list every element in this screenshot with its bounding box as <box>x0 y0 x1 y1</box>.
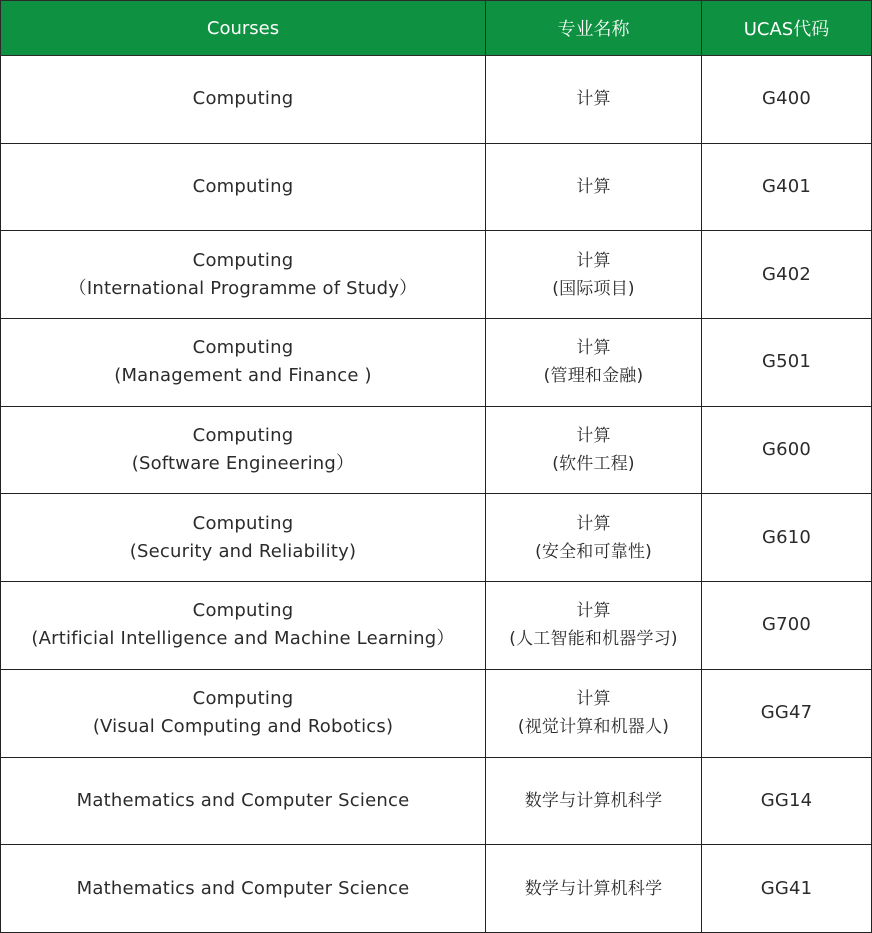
name-zh-cell <box>486 669 702 757</box>
name-zh-title: 计算 <box>576 689 611 710</box>
table-row <box>1 406 872 494</box>
course-cell <box>1 757 486 845</box>
name-zh-cell <box>486 319 702 407</box>
name-zh-cell <box>486 231 702 319</box>
name-zh-cell <box>486 143 702 231</box>
course-subtitle: (Security and Reliability) <box>129 540 357 562</box>
course-title: Computing <box>192 88 294 110</box>
ucas-code-cell: G401 <box>702 143 872 231</box>
course-subtitle: (Visual Computing and Robotics) <box>92 716 394 738</box>
course-subtitle: (Management and Finance ) <box>114 365 372 387</box>
name-zh-cell <box>486 406 702 494</box>
course-title: Mathematics and Computer Science <box>76 877 410 899</box>
ucas-code-cell: GG47 <box>702 669 872 757</box>
course-cell <box>1 231 486 319</box>
table-row <box>1 845 872 933</box>
course-title: Computing <box>192 176 294 198</box>
ucas-code-cell: G700 <box>702 582 872 670</box>
name-zh-subtitle: (软件工程) <box>552 454 635 475</box>
ucas-code-cell: GG14 <box>702 757 872 845</box>
table-row <box>1 582 872 670</box>
course-title: Computing <box>192 337 294 359</box>
header-name-zh: 专业名称 <box>486 1 702 56</box>
table-row <box>1 231 872 319</box>
course-title: Computing <box>192 688 294 710</box>
course-cell <box>1 582 486 670</box>
name-zh-cell <box>486 845 702 933</box>
name-zh-subtitle: (管理和金融) <box>543 366 644 387</box>
name-zh-title: 计算 <box>576 513 611 534</box>
table-row <box>1 494 872 582</box>
header-courses: Courses <box>1 1 486 56</box>
ucas-code-cell: G501 <box>702 319 872 407</box>
ucas-code-cell: G402 <box>702 231 872 319</box>
course-cell <box>1 406 486 494</box>
name-zh-subtitle: (视觉计算和机器人) <box>517 717 670 738</box>
name-zh-title: 计算 <box>576 177 611 198</box>
name-zh-title: 计算 <box>576 601 611 622</box>
table-row <box>1 669 872 757</box>
course-cell <box>1 319 486 407</box>
name-zh-cell <box>486 56 702 144</box>
course-cell <box>1 494 486 582</box>
course-title: Computing <box>192 512 294 534</box>
header-ucas-code: UCAS代码 <box>702 1 872 56</box>
course-subtitle: （International Programme of Study） <box>68 277 418 299</box>
table-row <box>1 319 872 407</box>
name-zh-subtitle: (安全和可靠性) <box>535 541 652 562</box>
table-row <box>1 143 872 231</box>
name-zh-title: 数学与计算机科学 <box>524 790 663 811</box>
name-zh-title: 计算 <box>576 89 611 110</box>
table-row <box>1 757 872 845</box>
name-zh-cell <box>486 582 702 670</box>
course-title: Computing <box>192 600 294 622</box>
table-header-row <box>1 1 872 56</box>
table-row <box>1 56 872 144</box>
course-subtitle: (Software Engineering） <box>131 453 355 475</box>
ucas-code-cell: G600 <box>702 406 872 494</box>
course-title: Computing <box>192 249 294 271</box>
ucas-code-cell: GG41 <box>702 845 872 933</box>
course-cell <box>1 56 486 144</box>
ucas-code-cell: G400 <box>702 56 872 144</box>
name-zh-cell <box>486 757 702 845</box>
name-zh-subtitle: (人工智能和机器学习) <box>509 629 678 650</box>
course-cell <box>1 143 486 231</box>
course-title: Mathematics and Computer Science <box>76 789 410 811</box>
ucas-code-cell: G610 <box>702 494 872 582</box>
name-zh-title: 计算 <box>576 338 611 359</box>
name-zh-title: 计算 <box>576 250 611 271</box>
name-zh-subtitle: (国际项目) <box>552 278 635 299</box>
name-zh-cell <box>486 494 702 582</box>
course-cell <box>1 845 486 933</box>
course-cell <box>1 669 486 757</box>
name-zh-title: 数学与计算机科学 <box>524 878 663 899</box>
course-subtitle: (Artificial Intelligence and Machine Learning） <box>31 628 455 650</box>
name-zh-title: 计算 <box>576 426 611 447</box>
course-title: Computing <box>192 425 294 447</box>
